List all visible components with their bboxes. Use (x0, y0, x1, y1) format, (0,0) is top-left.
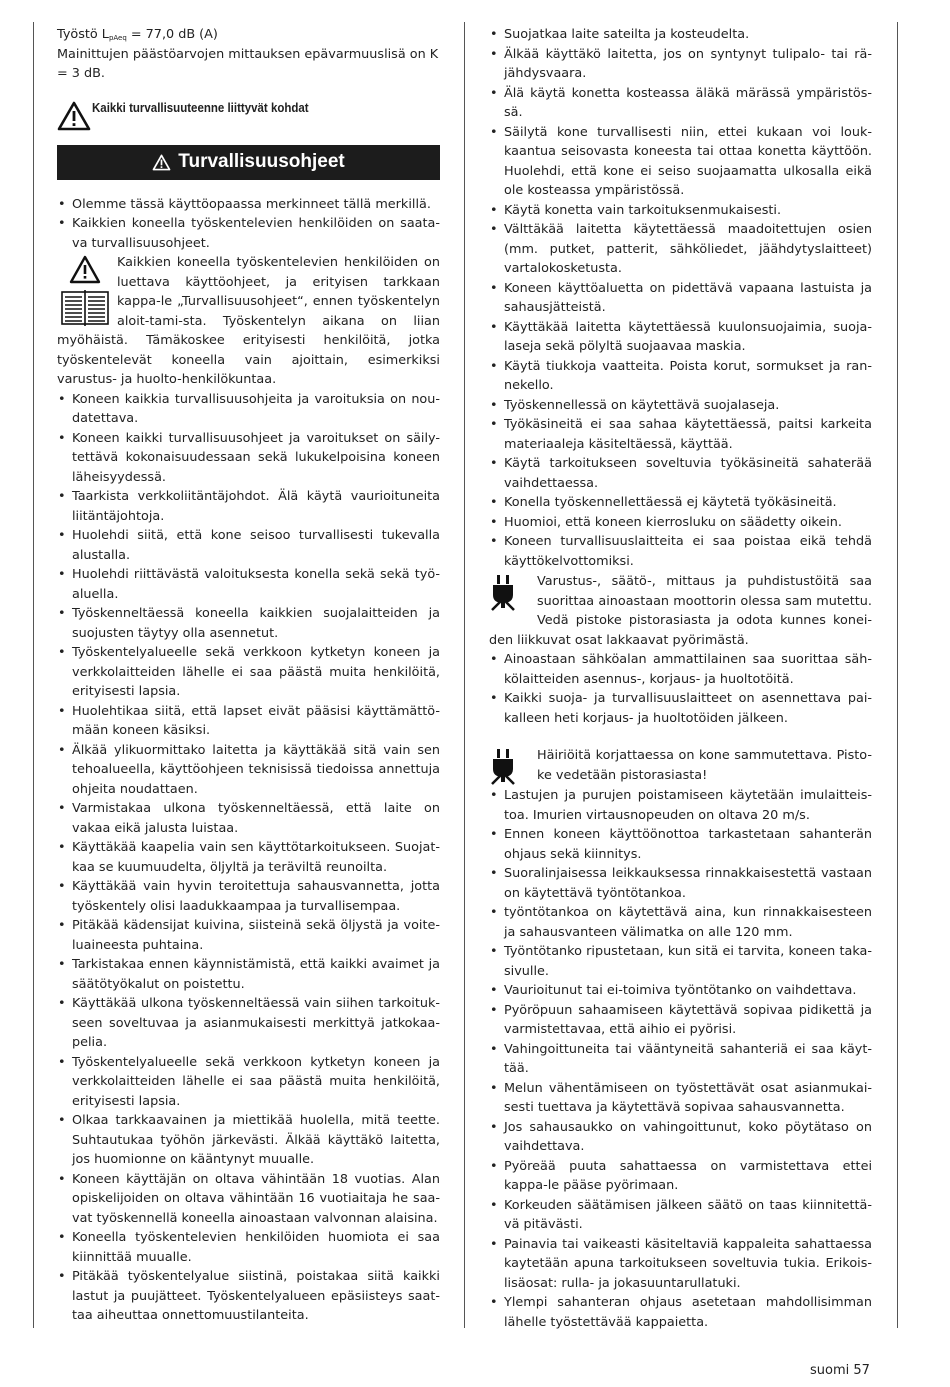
list-item: • Käyttäkää laitetta käytettäessä kuulonsuojaimia, suoja-laseja sekä pölyltä suojaavaa maskia. (489, 318, 872, 357)
list-item: • Varmistakaa ulkona työskenneltäessä, että laite on vakaa eikä jalusta luistaa. (57, 799, 440, 838)
list-item: • Työskenneltäessä koneella kaikkien suojalaitteiden ja suojusten täytyy olla asennetut. (57, 604, 440, 643)
list-item: • Suojatkaa laite sateilta ja kosteudelta. (489, 25, 872, 45)
emission-line-1 (57, 25, 440, 45)
safety-list-d (489, 650, 872, 728)
warning-triangle-icon (152, 154, 171, 171)
emission-value: = 77,0 dB (A) (126, 27, 218, 42)
list-item: • Olemme tässä käyttöopaassa merkinneet tällä merkillä. (57, 195, 440, 215)
list-item: • Suoralinjaisessa leikkauksessa rinnakkaisestettä vastaan on käytettävä työntötankoa. (489, 864, 872, 903)
note-icons (57, 253, 115, 331)
list-item: • Pitäkää työskentelyalue siistinä, poistakaa siitä kaikki lastut ja puujätteet. Työskentelyalueen epäsiisteys saat-taa aiheuttaa onnettomuustilanteita. (57, 1267, 440, 1326)
unplug-note-faults (489, 746, 872, 786)
list-item: • Työskennellessä on käytettävä suojalaseja. (489, 396, 872, 416)
column-rule-left (33, 22, 34, 1328)
unplug-icon (489, 746, 537, 786)
list-item: • Vaurioitunut tai ei-toimiva työntötanko on vaihdettava. (489, 981, 872, 1001)
emission-values (57, 25, 440, 84)
emission-subscript: pAeq (108, 34, 127, 42)
list-item: • Kaikki suoja- ja turvallisuuslaitteet on asennettava pai-kalleen heti korjaus- ja huoltotöiden jälkeen. (489, 689, 872, 728)
list-item: • Työskentelyalueelle sekä verkkoon kytketyn koneen ja verkkolaitteiden lähelle ei saa päästä muita henkilöitä, erityisesti lapsia. (57, 643, 440, 702)
safety-heading-text: Kaikki turvallisuuteenne liittyvät kohdat (92, 100, 309, 115)
open-book-icon (57, 285, 113, 329)
unplug-note-text: Häiriöitä korjattaessa on kone sammutettava. Pisto-ke vedetään pistorasiasta! (537, 748, 872, 783)
list-item: • Säilytä kone turvallisesti niin, ettei kukaan voi louk-kaantua seisovasta koneesta tai ottaa konetta käyttöön. Huolehdi, että kone ei seiso suojaamatta ulkosalla eikä ole kosteassa ympäristössä. (489, 123, 872, 201)
list-item: • työntötankoa on käytettävä aina, kun rinnakkaisesteen ja sahausvanteen välimatka on alle 120 mm. (489, 903, 872, 942)
unplug-icon (489, 572, 537, 612)
list-item: • Konella työskennellettäessä ej käytetä työkäsineitä. (489, 493, 872, 513)
list-item: • Käyttäkää kaapelia vain sen käyttötarkoitukseen. Suojat-kaa se kuumuudelta, öljyltä ja teräviltä reunoilta. (57, 838, 440, 877)
list-item: • Työkäsineitä ei saa sahaa käytettäessä, paitsi karkeita materiaaleja käsiteltäessä, käyttää. (489, 415, 872, 454)
list-item: • Koneen käyttäjän on oltava vähintään 18 vuotias. Alan opiskelijoiden on oltava vähintään 16 vuotiaitaja he saa-vat työskennellä koneella ainoastaan valvonnan alaisina. (57, 1170, 440, 1229)
unplug-note-maintenance (489, 572, 872, 650)
list-item: • Koneen kaikki turvallisuusohjeet ja varoitukset on säily-tettävä kokonaisuudessaan sekä lukukelpoisina koneen läheisyydessä. (57, 429, 440, 488)
list-item: • Työntötanko ripustetaan, kun sitä ei tarvita, koneen taka-sivulle. (489, 942, 872, 981)
list-item: • Pyöreää puuta sahattaessa on varmistettava ettei kappa-le pääse pyörimaan. (489, 1157, 872, 1196)
list-item: • Huolehdi siitä, että kone seisoo turvallisesti tukevalla alustalla. (57, 526, 440, 565)
list-item: • Pitäkää kädensijat kuivina, siisteinä sekä öljystä ja voite-luaineesta puhtaina. (57, 916, 440, 955)
warning-triangle-icon (57, 253, 113, 285)
safety-heading (57, 100, 440, 131)
safety-list-c (489, 25, 872, 571)
read-manual-text: Kaikkien koneella työskentelevien henkilöiden on luettava käyttöohjeet, ja erityisen tarkkaan kappa-le „Turvallisuusohjeet“, ennen työskentelyn aloit-tami-sta. Työskentelyn aikana on liian myöhäistä. Tämäkoskee erityisesti henkilöitä, jotka työskentelevät koneella vain ajoittain, esimerkiksi varustus- ja huolto-henkilökuntaa. (57, 255, 440, 387)
emission-label: Työstö L (57, 27, 109, 42)
list-item: • Ainoastaan sähköalan ammattilainen saa suorittaa säh-kölaitteiden asennus-, korjaus- ja huoltotöitä. (489, 650, 872, 689)
section-banner (57, 145, 440, 180)
list-item: • Kaikkien koneella työskentelevien henkilöiden on saata-va turvallisuusohjeet. (57, 214, 440, 253)
list-item: • Olkaa tarkkaavainen ja miettikää huolella, mitä teette. Suhtautukaa työhön järkevästi. Älkää käyttäkö laitetta, jos huomionne on kääntynyt muualle. (57, 1111, 440, 1170)
safety-list-a (57, 195, 440, 254)
list-item: • Huomioi, että koneen kierrosluku on säädetty oikein. (489, 513, 872, 533)
list-item: • Koneen kaikkia turvallisuusohjeita ja varoituksia on nou-datettava. (57, 390, 440, 429)
safety-list-b (57, 390, 440, 1326)
list-item: • Vahingoittuneita tai vääntyneitä sahanteriä ei saa käyt-tää. (489, 1040, 872, 1079)
list-item: • Korkeuden säätämisen jälkeen säätö on taas kiinnitettä-vä pitävästi. (489, 1196, 872, 1235)
list-item: • Käyttäkää vain hyvin teroitettuja sahausvannetta, jotta työskentely olisi laadukkaampaa ja turvallisempaa. (57, 877, 440, 916)
list-item: • Älä käytä konetta kosteassa äläkä märässä ympäristös-sä. (489, 84, 872, 123)
list-item: • Käytä tiukkoja vaatteita. Poista korut, sormukset ja ran-nekello. (489, 357, 872, 396)
list-item: • Lastujen ja purujen poistamiseen käytetään imulaitteis-toa. Imurien virtausnopeuden on oltava 20 m/s. (489, 786, 872, 825)
list-item: • Huolehtikaa siitä, että lapset eivät pääsisi käyttämättö-mään koneen käsiksi. (57, 702, 440, 741)
list-item: • Ennen koneen käyttöönottoa tarkastetaan sahanterän ohjaus sekä kiinnitys. (489, 825, 872, 864)
list-item: • Koneen käyttöaluetta on pidettävä vapaana lastuista ja sahausjätteistä. (489, 279, 872, 318)
list-item: • Älkää ylikuormittako laitetta ja käyttäkää sitä vain sen tehoalueella, käyttöohjeen teknisissä tiedoissa annettuja ohjeita noudattaen. (57, 741, 440, 800)
list-item: • Jos sahausaukko on vahingoittunut, koko pöytätaso on vaihdettava. (489, 1118, 872, 1157)
list-item: • Painavia tai vaikeasti käsiteltaviä kappaleita sahattaessa kaytetään apuna tarkoitukseen soveltuvia tukia. Erikois-lisäosat: rulla- ja jokasuuntarullatuki. (489, 1235, 872, 1294)
list-item: • Koneen turvallisuuslaitteita ei saa poistaa eikä tehdä käyttökelvottomiksi. (489, 532, 872, 571)
list-item: • Käyttäkää ulkona työskenneltäessä vain siihen tarkoituk-seen soveltuvaa ja asianmukaisesti merkittyä jatkokaa-pelia. (57, 994, 440, 1053)
list-item: • Taarkista verkkoliitäntäjohdot. Älä käytä vaurioituneita liitäntäjohtoja. (57, 487, 440, 526)
list-item: • Käytä tarkoitukseen soveltuvia työkäsineitä sahaterää vaihdettaessa. (489, 454, 872, 493)
list-item: • Melun vähentämiseen on työstettävät osat asianmukai-sesti tuettava ja käytettävä sopivaa sahausvannetta. (489, 1079, 872, 1118)
list-item: • Huolehdi riittävästä valoituksesta konella sekä sekä työ-aluella. (57, 565, 440, 604)
list-item: • Ylempi sahanteran ohjaus asetetaan mahdollisimman lähelle työstettävää kappaietta. (489, 1293, 872, 1332)
read-manual-note (57, 253, 440, 390)
column-rule-right (897, 22, 898, 1328)
safety-list-e (489, 786, 872, 1332)
list-item: • Tarkistakaa ennen käynnistämistä, että kaikki avaimet ja säätötyökalut on poistettu. (57, 955, 440, 994)
section-title: Turvallisuusohjeet (178, 151, 345, 173)
emission-line-2: Mainittujen päästöarvojen mittauksen epävarmuuslisä on K = 3 dB. (57, 46, 439, 81)
list-item: • Käytä konetta vain tarkoituksenmukaisesti. (489, 201, 872, 221)
list-item: • Älkää käyttäkö laitetta, jos on syntynyt tulipalo- tai rä-jähdysvaara. (489, 45, 872, 84)
page-footer: suomi 57 (810, 1363, 870, 1378)
left-column (57, 25, 440, 1326)
column-rule-middle (464, 22, 465, 1328)
list-item: • Työskentelyalueelle sekä verkkoon kytketyn koneen ja verkkolaitteiden lähelle ei saa päästä muita henkilöitä, erityisesti lapsia. (57, 1053, 440, 1112)
right-column (489, 25, 872, 1332)
list-item: • Koneella työskentelevien henkilöiden huomiota ei saa kiinnittää muualle. (57, 1228, 440, 1267)
list-item: • Pyöröpuun sahaamiseen käytettävä sopivaa pidikettä ja varmistettavaa, että aihio ei pyörisi. (489, 1001, 872, 1040)
warning-triangle-icon (57, 101, 91, 131)
unplug-note-text: Varustus-, säätö-, mittaus ja puhdistustöitä saa suorittaa ainoastaan moottorin olessa sam mutettu. Vedä pistoke pistorasiasta ja odota kunnes konei-den liikkuvat osat lakkaavat pyörimästä. (489, 574, 872, 648)
list-item: • Välttäkää laitetta käytettäessä maadoitettujen osien (mm. putket, patterit, sähköliedet, jäähdytyslaitteet) vartalokosketusta. (489, 220, 872, 279)
